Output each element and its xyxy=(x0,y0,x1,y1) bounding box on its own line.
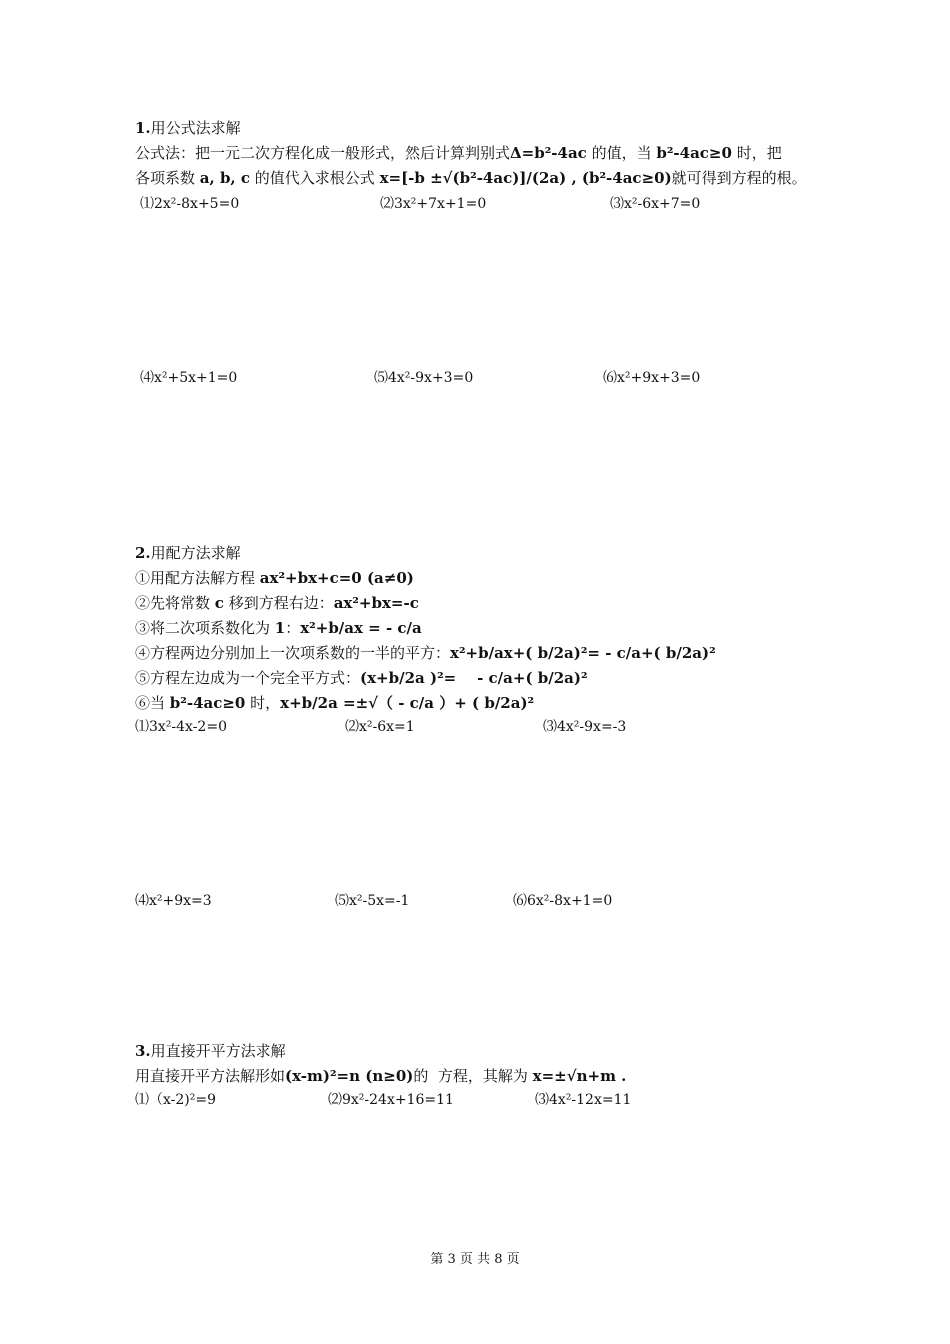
problem-2-3: ⑶4x²-9x=-3 xyxy=(543,719,627,735)
problem-1-3: ⑶x²-6x+7=0 xyxy=(610,196,701,212)
formula-coefficients: a, b, c xyxy=(199,169,251,187)
formula-discriminant: Δ=b²-4ac xyxy=(510,144,587,162)
text-segment: 移到方程右边： xyxy=(223,594,334,612)
section-2-title: 用配方法求解 xyxy=(150,544,241,562)
formula-condition: b²-4ac≥0 xyxy=(656,144,732,162)
section-2-step-6 xyxy=(135,693,534,713)
text-segment: 的值代入求根公式 xyxy=(250,169,380,187)
section-2-number: 2. xyxy=(135,544,151,562)
formula: 1 xyxy=(274,619,286,637)
text-segment: 就可得到方程的根。 xyxy=(671,169,807,187)
text-segment: 公式法：把一元二次方程化成一般形式，然后计算判别式 xyxy=(135,144,511,162)
section-1-desc-line-1 xyxy=(135,143,782,163)
problem-2-2: ⑵x²-6x=1 xyxy=(345,719,415,735)
section-2-step-4 xyxy=(135,643,716,663)
formula-quadratic-root: x=[-b ±√(b²-4ac)]/(2a) , (b²-4ac≥0) xyxy=(379,169,672,187)
text-segment: ： xyxy=(285,619,301,637)
section-3-number: 3. xyxy=(135,1042,151,1060)
problem-2-5: ⑸x²-5x=-1 xyxy=(335,893,410,909)
problem-3-2: ⑵9x²-24x+16=11 xyxy=(328,1092,454,1108)
text-segment: ⑤方程左边成为一个完全平方式： xyxy=(135,669,361,687)
text-segment: ②先将常数 xyxy=(135,594,215,612)
text-segment: ④方程两边分别加上一次项系数的一半的平方： xyxy=(135,644,451,662)
problem-3-1: ⑴（x-2)²=9 xyxy=(135,1092,216,1108)
problem-2-1: ⑴3x²-4x-2=0 xyxy=(135,719,227,735)
section-2-step-2 xyxy=(135,593,419,613)
formula: (x+b/2a )²= - c/a+( b/2a)² xyxy=(360,669,588,687)
section-1-title: 用公式法求解 xyxy=(150,119,241,137)
problem-2-4: ⑷x²+9x=3 xyxy=(135,893,212,909)
text-segment: 各项系数 xyxy=(135,169,200,187)
section-1-number: 1. xyxy=(135,119,151,137)
problem-1-4: ⑷x²+5x+1=0 xyxy=(140,370,238,386)
formula: ax²+bx+c=0 (a≠0) xyxy=(259,569,414,587)
text-segment: 时， xyxy=(245,694,281,712)
section-2-step-3 xyxy=(135,618,422,638)
formula: x=±√n+m . xyxy=(532,1067,627,1085)
problem-1-2: ⑵3x²+7x+1=0 xyxy=(380,196,487,212)
text-segment: ③将二次项系数化为 xyxy=(135,619,275,637)
formula: x²+b/ax+( b/2a)²= - c/a+( b/2a)² xyxy=(450,644,716,662)
section-3-title: 用直接开平方法求解 xyxy=(150,1042,286,1060)
formula: ax²+bx=-c xyxy=(333,594,419,612)
formula: c xyxy=(214,594,224,612)
text-segment: ⑥当 xyxy=(135,694,170,712)
formula: b²-4ac≥0 xyxy=(169,694,246,712)
problem-3-3: ⑶4x²-12x=11 xyxy=(535,1092,632,1108)
formula: x²+b/ax = - c/a xyxy=(300,619,422,637)
section-3-heading xyxy=(135,1041,286,1061)
formula: x+b/2a =±√（ - c/a ）+ ( b/2a)² xyxy=(280,694,535,712)
section-2-step-5 xyxy=(135,668,588,688)
problem-1-1: ⑴2x²-8x+5=0 xyxy=(140,196,240,212)
section-3-desc xyxy=(135,1066,626,1086)
text-segment: 用直接开平方法解形如 xyxy=(135,1067,286,1085)
section-2-step-1 xyxy=(135,568,414,588)
text-segment: 的值，当 xyxy=(586,144,657,162)
section-1-heading xyxy=(135,118,241,138)
text-segment: 时，把 xyxy=(731,144,782,162)
problem-1-5: ⑸4x²-9x+3=0 xyxy=(374,370,474,386)
formula: (x-m)²=n (n≥0) xyxy=(285,1067,414,1085)
text-segment: ①用配方法解方程 xyxy=(135,569,260,587)
section-2-heading xyxy=(135,543,241,563)
page-footer: 第 3 页 共 8 页 xyxy=(430,1252,520,1267)
section-1-desc-line-2 xyxy=(135,168,807,188)
problem-1-6: ⑹x²+9x+3=0 xyxy=(603,370,701,386)
text-segment: 的 方程，其解为 xyxy=(413,1067,533,1085)
problem-2-6: ⑹6x²-8x+1=0 xyxy=(513,893,613,909)
